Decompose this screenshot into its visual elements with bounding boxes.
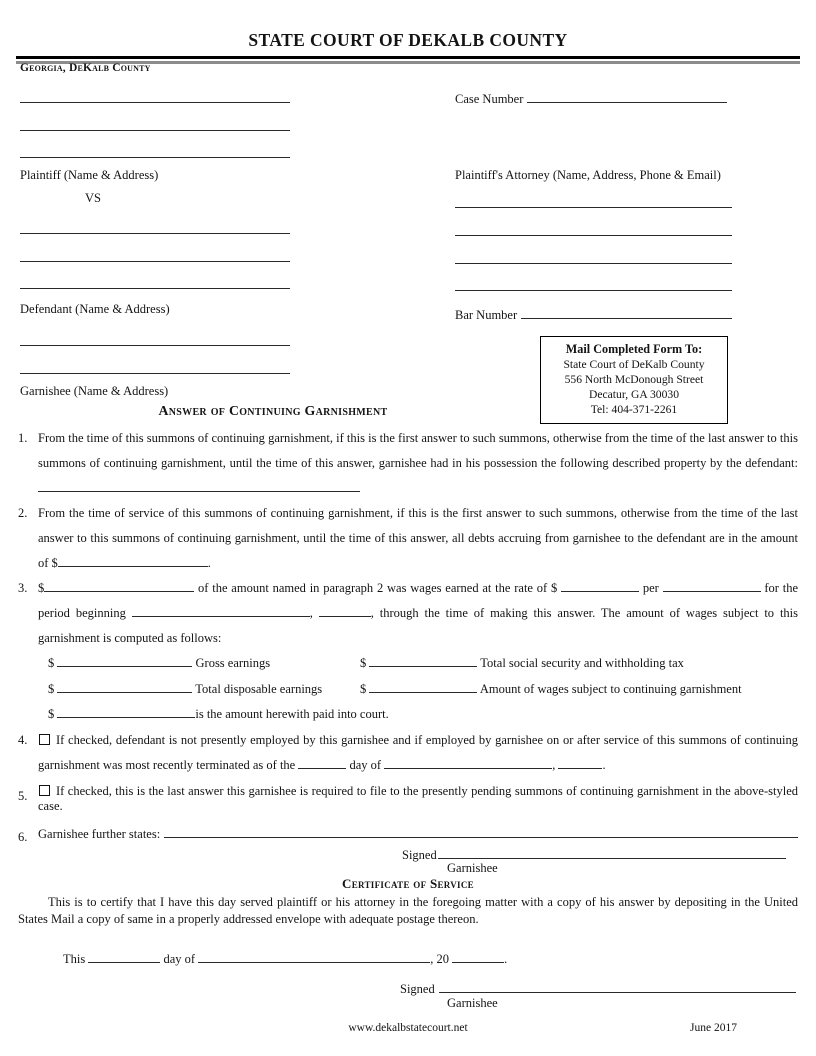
gross-earnings-label: Gross earnings: [195, 656, 271, 670]
paragraph-1: [18, 426, 798, 501]
subject-wages-label: Amount of wages subject to continuing garnishment: [479, 681, 742, 696]
jurisdiction-label: Georgia, DeKalb County: [20, 62, 151, 74]
paragraph-2-period: .: [207, 556, 211, 570]
computation-row-paid: [48, 702, 798, 728]
form-body: [18, 426, 798, 850]
paragraph-3-comma: ,: [309, 606, 313, 620]
subject-wages-field[interactable]: [369, 680, 477, 693]
paragraph-4-comma: ,: [552, 757, 556, 772]
case-number-label: Case Number: [455, 92, 524, 106]
termination-year-field[interactable]: [558, 756, 602, 769]
plaintiff-name-line-3[interactable]: [20, 157, 290, 158]
paragraph-4: [18, 728, 798, 778]
withholding-tax-label: Total social security and withholding tax: [480, 656, 684, 670]
garnishee-name-line-2[interactable]: [20, 373, 290, 374]
certificate-signature-row: [400, 980, 796, 997]
last-answer-checkbox[interactable]: [39, 785, 50, 796]
paragraph-6-text: Garnishee further states:: [38, 826, 161, 841]
paragraph-1-number: 1.: [18, 431, 28, 445]
disposable-earnings-label: Total disposable earnings: [195, 681, 323, 696]
plaintiff-name-line-2[interactable]: [20, 130, 290, 131]
date-prefix: This: [63, 952, 86, 966]
defendant-name-line-2[interactable]: [20, 261, 290, 262]
withholding-dollar-sign: $: [360, 656, 367, 670]
paragraph-3-text-b: per: [642, 581, 659, 595]
certificate-year-field[interactable]: [452, 950, 504, 963]
certificate-signed-label: Signed: [400, 982, 435, 996]
paragraph-5-number: 5.: [18, 788, 28, 803]
property-description-field[interactable]: [38, 479, 360, 492]
bar-number-field[interactable]: [521, 306, 732, 319]
mailbox-address-line3: Decatur, GA 30030: [588, 388, 679, 401]
garnishee-label: Garnishee (Name & Address): [20, 384, 169, 398]
disposable-earnings-field[interactable]: [57, 680, 192, 693]
not-employed-checkbox[interactable]: [39, 734, 50, 745]
garnishee-name-line-1[interactable]: [20, 345, 290, 346]
attorney-line-2[interactable]: [455, 235, 732, 236]
bar-number-row: [455, 306, 732, 323]
date-year-prefix: , 20: [430, 952, 449, 966]
paid-into-court-field[interactable]: [57, 705, 195, 718]
garnishee-signed-label: Signed: [402, 848, 437, 862]
wages-amount-field[interactable]: [44, 579, 194, 592]
garnishee-signature-field[interactable]: [438, 846, 786, 859]
certificate-date-line: [63, 950, 507, 967]
mailbox-address-line1: State Court of DeKalb County: [563, 358, 705, 371]
paid-into-court-label: is the amount herewith paid into court.: [195, 707, 389, 721]
paragraph-5-text: If checked, this is the last answer this garnishee is required to file to the presently pending summons of continuing garnishment in the above-styled case.: [38, 783, 798, 813]
attorney-label: Plaintiff's Attorney (Name, Address, Phone & Email): [455, 168, 721, 182]
mailbox-address-line2: 556 North McDonough Street: [564, 373, 704, 386]
paragraph-4-dayof: day of: [349, 757, 382, 772]
form-title: Answer of Continuing Garnishment: [158, 403, 388, 418]
withholding-tax-field[interactable]: [369, 654, 477, 667]
gross-earnings-field[interactable]: [57, 654, 192, 667]
paragraph-4-text: If checked, defendant is not presently employed by this garnishee and if employed by garnishee on or after service of this summons of continuing garnishment was most recently terminated as of the: [38, 732, 798, 772]
wage-computation: [48, 651, 798, 728]
bar-number-label: Bar Number: [455, 308, 518, 322]
gross-dollar-sign: $: [48, 656, 55, 670]
case-number-field[interactable]: [527, 90, 727, 103]
attorney-line-1[interactable]: [455, 207, 732, 208]
plaintiff-label: Plaintiff (Name & Address): [20, 168, 159, 182]
debts-amount-field[interactable]: [58, 554, 208, 567]
certificate-day-field[interactable]: [88, 950, 160, 963]
subject-wages-dollar-sign: $: [360, 681, 367, 696]
mailing-address-box: [540, 336, 728, 424]
defendant-name-line-3[interactable]: [20, 288, 290, 289]
certificate-body: This is to certify that I have this day served plaintiff or his attorney in the foregoing matter with a copy of his answer by depositing in the United States Mail a copy of same in a properly addressed envelope with adequate postage thereon.: [18, 895, 798, 926]
paragraph-6-number: 6.: [18, 829, 28, 844]
certificate-month-field[interactable]: [198, 950, 430, 963]
computation-row-gross: [48, 651, 798, 677]
paragraph-5: [18, 784, 798, 815]
paragraph-4-period: .: [602, 757, 606, 772]
court-title: STATE COURT OF DEKALB COUNTY: [248, 30, 568, 50]
paragraph-1-text: From the time of this summons of continuing garnishment, if this is the first answer to such summons, otherwise from the time of the last answer to this summons of continuing garnishment, until the time of this answer, garnishee had in his possession the following described property by the defendant:: [38, 431, 798, 470]
date-suffix: .: [504, 952, 508, 966]
termination-day-field[interactable]: [298, 756, 346, 769]
paragraph-2: [18, 501, 798, 576]
attorney-line-4[interactable]: [455, 290, 732, 291]
attorney-line-3[interactable]: [455, 263, 732, 264]
footer-revision-date: June 2017: [690, 1022, 737, 1034]
disposable-dollar-sign: $: [48, 681, 55, 696]
certificate-signature-field[interactable]: [439, 980, 796, 993]
paragraph-3-text-c: for the period beginning: [38, 581, 799, 620]
paragraph-3: [18, 576, 798, 651]
pay-period-field[interactable]: [663, 579, 761, 592]
period-year-field[interactable]: [319, 604, 371, 617]
wage-rate-field[interactable]: [561, 579, 639, 592]
computation-row-disposable: [48, 677, 798, 703]
paragraph-3-number: 3.: [18, 581, 28, 595]
defendant-name-line-1[interactable]: [20, 233, 290, 234]
paragraph-3-dollar: $: [38, 581, 45, 595]
mailbox-phone: Tel: 404-371-2261: [590, 403, 678, 416]
paragraph-2-number: 2.: [18, 506, 28, 520]
case-number-row: [455, 90, 727, 107]
certificate-role-label: Garnishee: [447, 996, 498, 1010]
paragraph-4-number: 4.: [18, 732, 28, 747]
versus-label: VS: [85, 191, 101, 205]
plaintiff-name-line-1[interactable]: [20, 102, 290, 103]
garnishee-role-label: Garnishee: [447, 861, 498, 875]
paragraph-3-text-a: of the amount named in paragraph 2 was wages earned at the rate of $: [198, 581, 558, 595]
date-mid: day of: [163, 952, 196, 966]
footer-website: www.dekalbstatecourt.net: [348, 1022, 468, 1034]
paragraph-2-text: From the time of service of this summons of continuing garnishment, if this is the first answer to such summons, otherwise from the time of the last answer to this summons of continuing garnishment, until the time of this answer, all debts accruing from garnishee to the defendant are in the amount of $: [38, 506, 798, 570]
further-states-field[interactable]: [164, 825, 798, 838]
paid-dollar-sign: $: [48, 707, 55, 721]
certificate-heading: Certificate of Service: [342, 876, 474, 891]
defendant-label: Defendant (Name & Address): [20, 302, 170, 316]
mailbox-heading: Mail Completed Form To:: [565, 342, 703, 356]
period-beginning-field[interactable]: [132, 604, 310, 617]
termination-month-field[interactable]: [384, 756, 552, 769]
paragraph-3-text-d: , through the time of making this answer. The amount of wages subject to this garnishment is computed as follows:: [38, 606, 799, 645]
